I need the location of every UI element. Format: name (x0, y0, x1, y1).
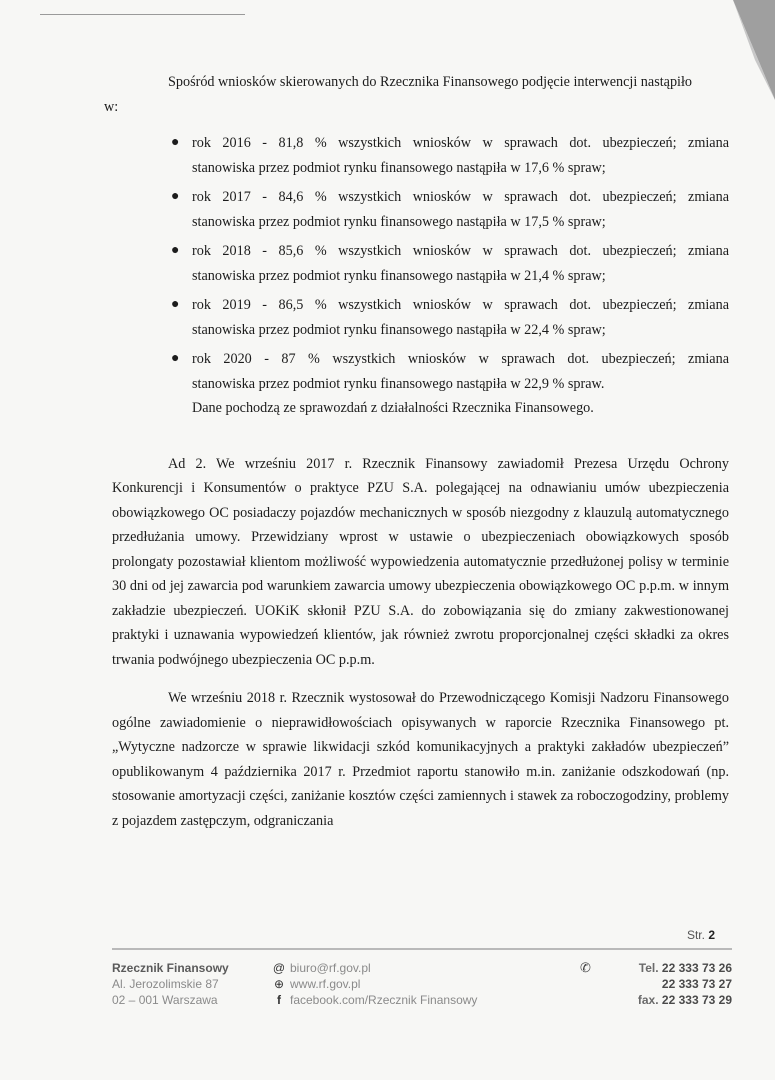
statistics-list (92, 131, 729, 421)
globe-icon: ⊕ (273, 977, 285, 991)
address-street: Al. Jerozolimskie 87 (112, 977, 219, 991)
email-link[interactable]: biuro@rf.gov.pl (290, 961, 371, 975)
list-item-line: stanowiska przez podmiot rynku finansowego nastąpiła w 17,5 % spraw; (192, 213, 606, 230)
footer-rule (112, 948, 732, 950)
list-item (171, 293, 729, 342)
document-body (104, 70, 729, 833)
source-note: Dane pochodzą ze sprawozdań z działalności Rzecznika Finansowego. (192, 400, 594, 416)
tel-main: 22 333 73 26 (661, 961, 732, 975)
bullet-icon: ● (171, 297, 180, 312)
fax-label: fax. (637, 993, 659, 1007)
bullet-icon: ● (171, 351, 180, 366)
list-item (171, 185, 729, 234)
list-item-line: stanowiska przez podmiot rynku finansowego nastąpiła w 22,9 % spraw. (192, 375, 605, 392)
tel-alt: 22 333 73 27 (661, 977, 732, 991)
footer (112, 960, 732, 1020)
page-fold-corner (725, 0, 775, 100)
facebook-icon: f (277, 993, 281, 1007)
intro-line-tail: w: (104, 98, 119, 115)
list-item-line: stanowiska przez podmiot rynku finansowego nastąpiła w 17,6 % spraw; (192, 159, 606, 176)
bullet-icon: ● (171, 135, 180, 150)
page-number (687, 928, 715, 942)
list-item-line: rok 2016 - 81,8 % wszystkich wniosków w sprawach dot. ubezpieczeń; zmiana (192, 135, 729, 151)
list-item-line: stanowiska przez podmiot rynku finansowego nastąpiła w 22,4 % spraw; (192, 321, 606, 338)
list-item (171, 347, 729, 421)
page-number-label: Str. (686, 928, 705, 942)
website-link[interactable]: www.rf.gov.pl (290, 977, 361, 991)
footer-contacts (272, 960, 477, 1008)
facebook-link[interactable]: facebook.com/Rzecznik Finansowy (290, 993, 478, 1007)
tel-label: Tel. (638, 961, 659, 975)
paragraph-ad2: Ad 2. We wrześniu 2017 r. Rzecznik Finansowy zawiadomił Prezesa Urzędu Ochrony Konkurencji i Konsumentów o praktyce PZU S.A. polegającej na odnawianiu umów ubezpieczenia obowiązkowego OC posiadaczy pojazdów mechanicznych w sposób niezgodny z klauzulą automatycznego przedłużania umowy. Przewidziany wprost w ustawie o ubezpieczeniach obowiązkowych sposób prolongaty pozostawiał klientom możliwość wypowiedzenia automatycznie przedłużonej polisy w terminie 30 dni od jej zawarcia pod warunkiem zawarcia umowy ubezpieczenia obowiązkowego OC p.p.m. w innym zakładzie ubezpieczeń. UOKiK skłonił PZU S.A. do zobowiązania się do zmiany zakwestionowanej praktyki i uznawania wypowiedzeń klientów, jak również zwrotu proporcjonalnej części składki za okres trwania podwójnego ubezpieczenia OC p.p.m. (112, 455, 729, 668)
list-item (171, 131, 729, 180)
list-item-line: rok 2019 - 86,5 % wszystkich wniosków w sprawach dot. ubezpieczeń; zmiana (192, 297, 729, 313)
at-icon: @ (272, 961, 286, 975)
list-item-line: rok 2018 - 85,6 % wszystkich wniosków w sprawach dot. ubezpieczeń; zmiana (192, 243, 729, 259)
org-name: Rzecznik Finansowy (112, 961, 229, 975)
bullet-icon: ● (171, 189, 180, 204)
list-item-line: rok 2020 - 87 % wszystkich wniosków w sprawach dot. ubezpieczeń; zmiana (192, 351, 729, 367)
address-city: 02 – 001 Warszawa (112, 993, 218, 1007)
list-item (171, 239, 729, 288)
footer-address (112, 960, 229, 1008)
header-rule (40, 14, 245, 15)
footer-phones (638, 960, 732, 1008)
list-item-line: rok 2017 - 84,6 % wszystkich wniosków w sprawach dot. ubezpieczeń; zmiana (192, 189, 729, 205)
paragraph-2018: We wrześniu 2018 r. Rzecznik wystosował do Przewodniczącego Komisji Nadzoru Finansowego ogólne zawiadomienie o nieprawidłowościach opisywanych w raporcie Rzecznika Finansowego pt. „Wytyczne nadzorcze w sprawie likwidacji szkód komunikacyjnych a praktyki zakładów ubezpieczeń” opublikowanym 4 października 2017 r. Przedmiot raportu stanowiło m.in. zaniżanie odszkodowań (np. stosowanie amortyzacji części, zaniżanie kosztów części zamiennych i stawek za roboczogodziny, problemy z pojazdem zastępczym, odgraniczania (112, 690, 729, 829)
bullet-icon: ● (171, 243, 180, 258)
page-number-value: 2 (708, 928, 715, 942)
phone-icon: ✆ (580, 960, 591, 975)
fax-number: 22 333 73 29 (661, 993, 732, 1007)
intro-line: Spośród wniosków skierowanych do Rzecznika Finansowego podjęcie interwencji nastąpiło (168, 74, 693, 90)
list-item-line: stanowiska przez podmiot rynku finansowego nastąpiła w 21,4 % spraw; (192, 267, 606, 284)
